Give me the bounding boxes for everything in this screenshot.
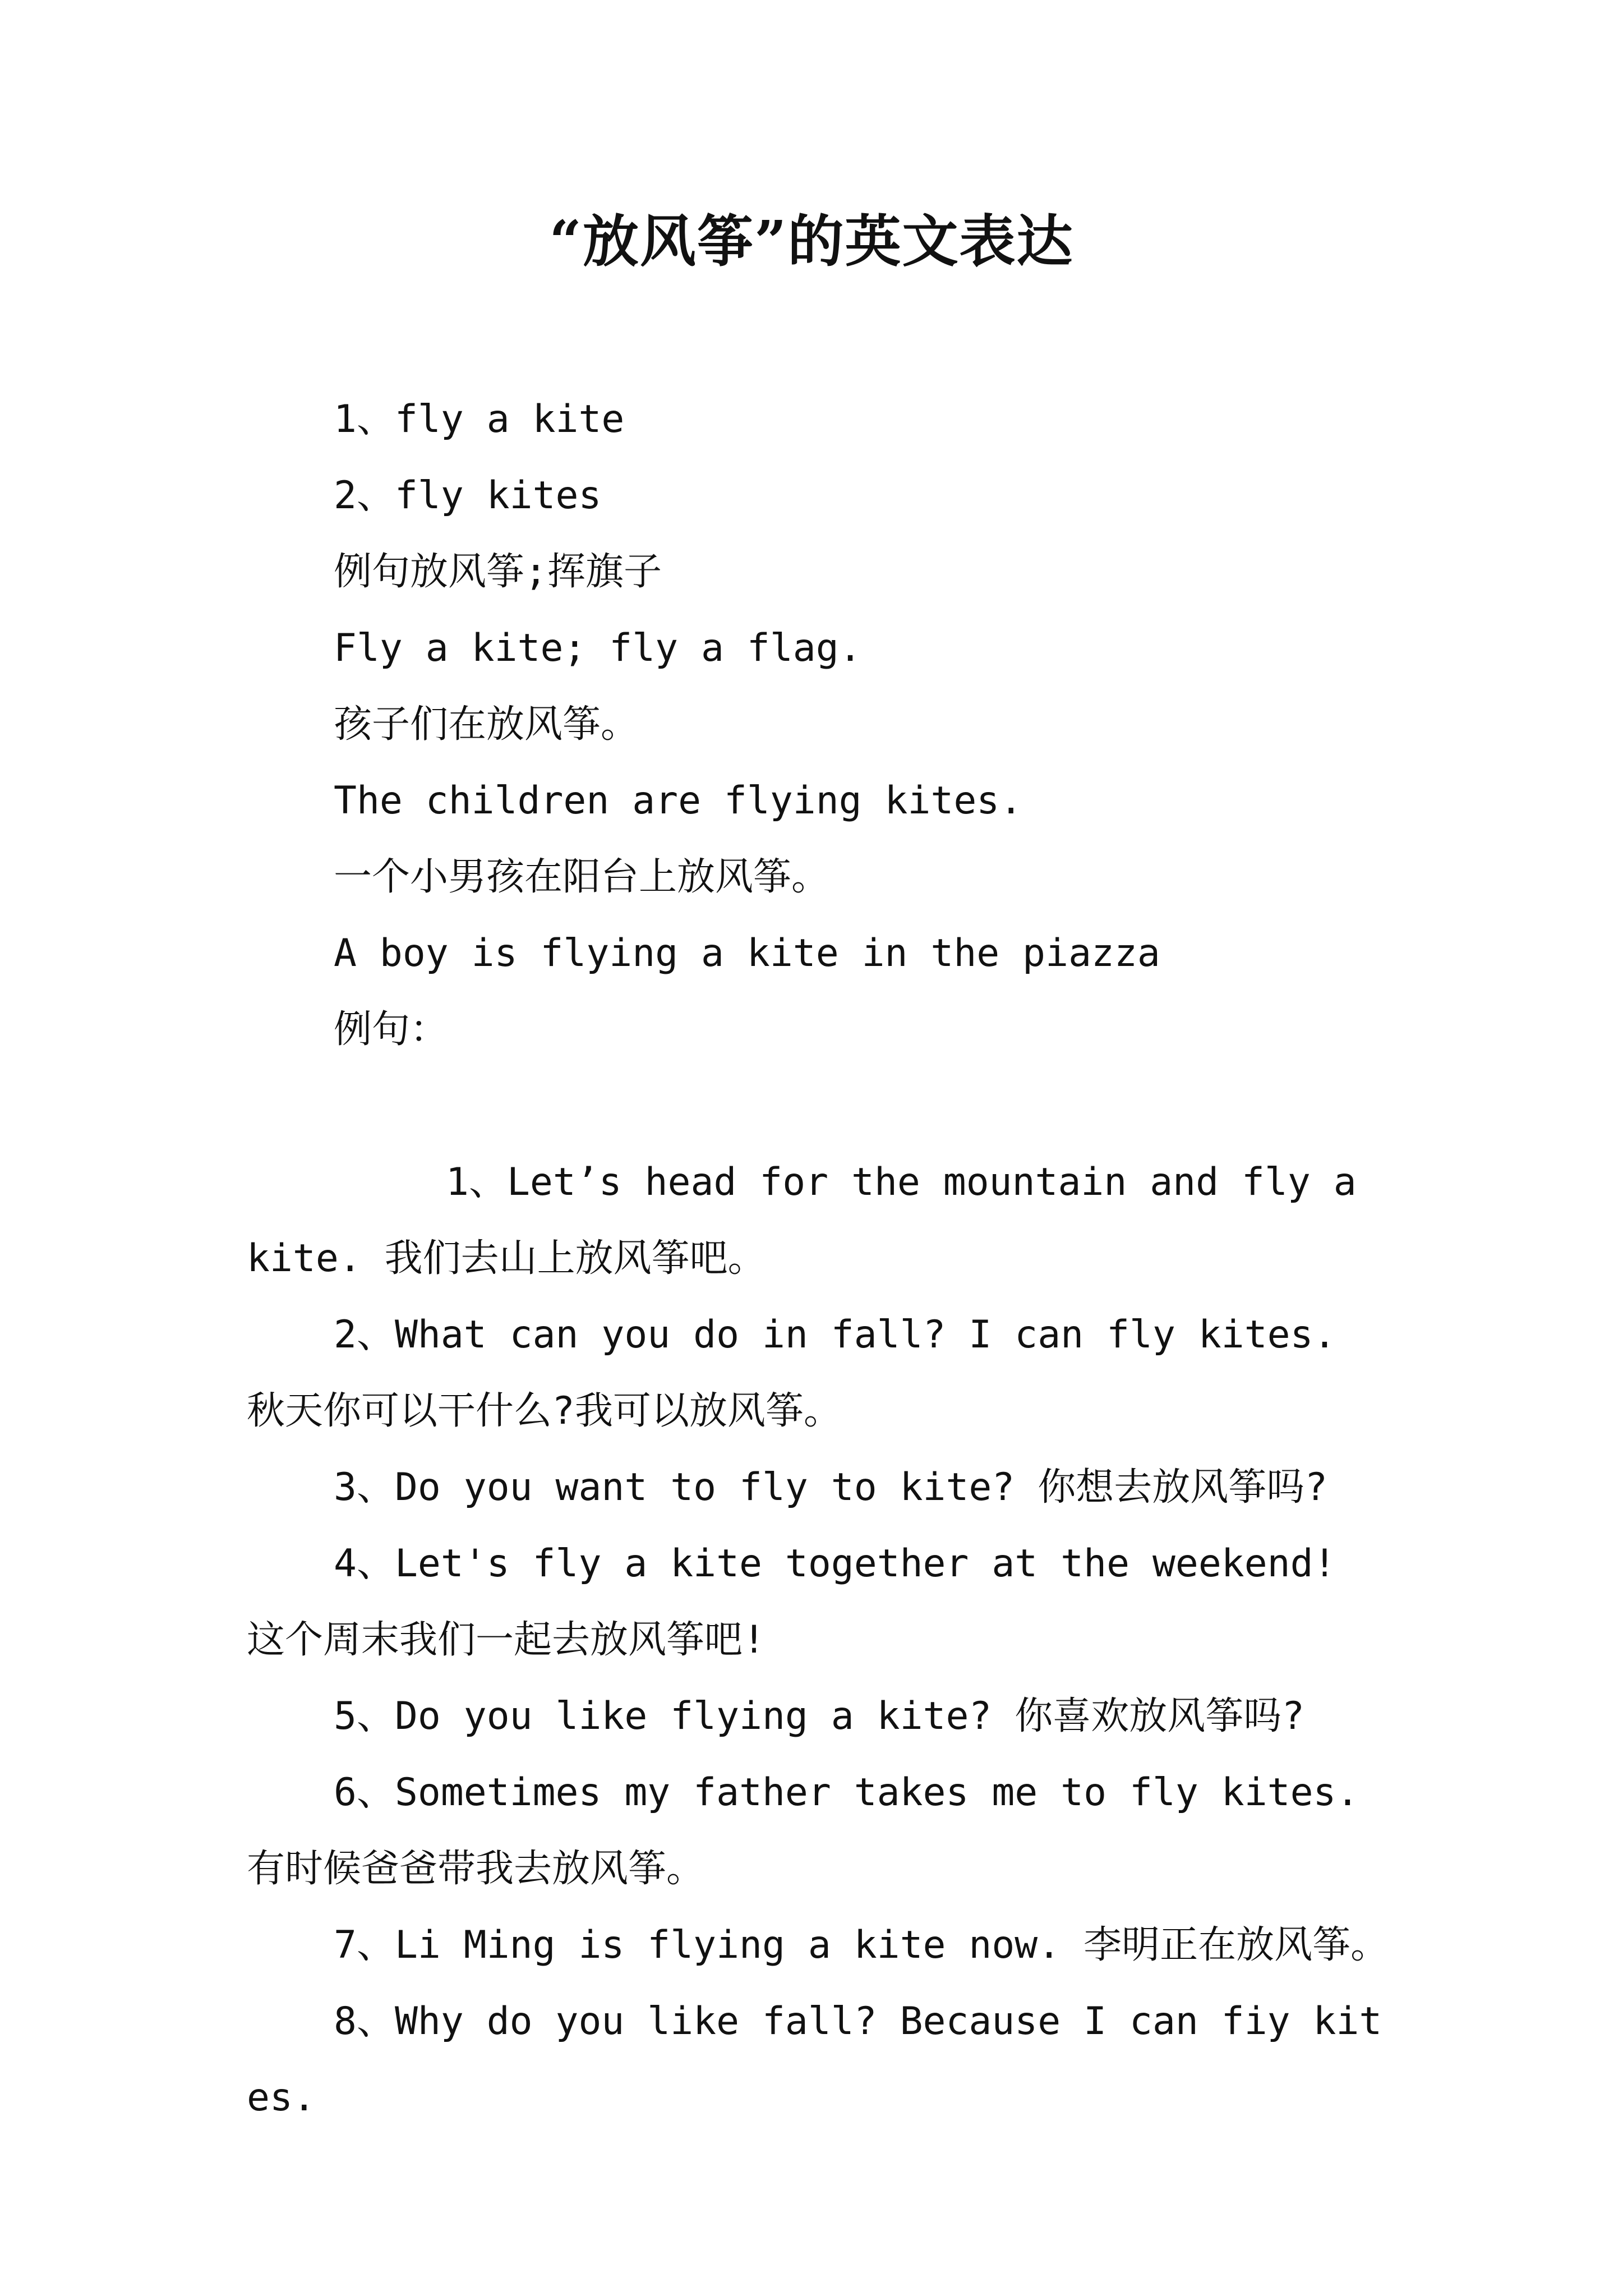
english-line-2: The children are flying kites. <box>334 779 1023 823</box>
example-sentence-1: 1、Let’s head for the mountain and fly a kite. 我们去山上放风筝吧。 <box>247 1160 1357 1281</box>
example-sentence-8: 8、Why do you like fall? Because I can fiy kites. <box>247 1999 1382 2120</box>
example-heading-line: 例句放风筝;挥旗子 <box>334 550 662 594</box>
example-sentence-3: 3、Do you want to fly to kite? 你想去放风筝吗? <box>334 1465 1328 1510</box>
example-sentence-6: 6、Sometimes my father takes me to fly kites. 有时候爸爸带我去放风筝。 <box>247 1770 1359 1891</box>
english-line-3: A boy is flying a kite in the piazza <box>334 931 1160 976</box>
examples-label: 例句： <box>334 1007 449 1052</box>
example-sentence-5: 5、Do you like flying a kite? 你喜欢放风筝吗? <box>334 1694 1305 1738</box>
example-sentence-4: 4、Let's fly a kite together at the weekend! 这个周末我们一起去放风筝吧! <box>247 1542 1336 1662</box>
phrase-line-1: 1、fly a kite <box>334 397 625 441</box>
chinese-line-1: 孩子们在放风筝。 <box>334 702 639 747</box>
chinese-line-2: 一个小男孩在阳台上放风筝。 <box>334 855 830 899</box>
example-sentence-2: 2、What can you do in fall? I can fly kites. 秋天你可以干什么?我可以放风筝。 <box>247 1313 1336 1433</box>
english-line-1: Fly a kite; fly a flag. <box>334 626 862 670</box>
example-sentence-7: 7、Li Ming is flying a kite now. 李明正在放风筝。 <box>334 1923 1389 1967</box>
phrase-line-2: 2、fly kites <box>334 473 602 518</box>
document-title: “放风筝”的英文表达 <box>549 208 1074 274</box>
document-body <box>247 381 1391 2136</box>
blank-line <box>247 1068 1391 1144</box>
